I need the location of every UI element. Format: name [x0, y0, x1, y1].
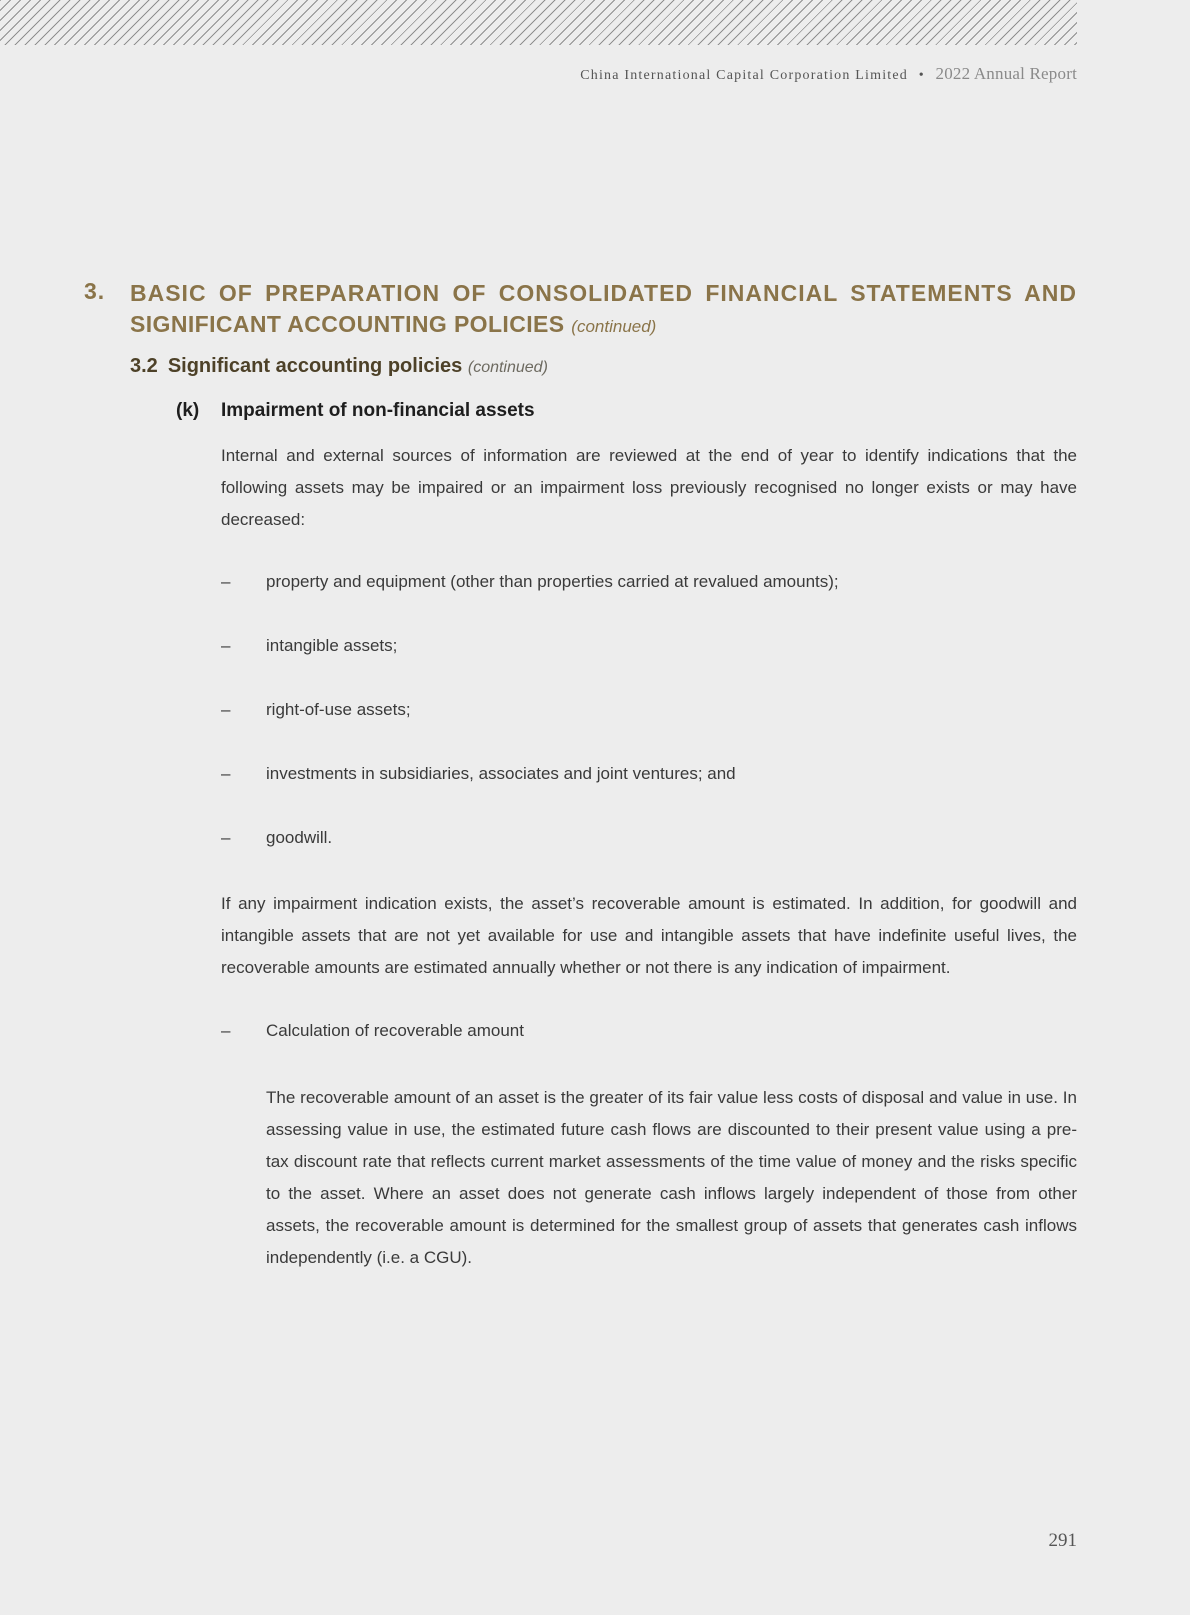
list-item: intangible assets;: [266, 636, 398, 655]
list-item: right-of-use assets;: [266, 700, 411, 719]
section-continued: (continued): [571, 317, 657, 336]
bullet-dash: –: [221, 828, 231, 847]
subsection-title: Significant accounting policies: [167, 355, 463, 377]
section-title: [130, 278, 1077, 342]
bullet-dash: –: [221, 1021, 231, 1040]
impairment-paragraph: If any impairment indication exists, the asset’s recoverable amount is estimated. In addition, for goodwill and intangible assets that are not yet available for use and intangible assets that have indefinite useful lives, the recoverable amounts are estimated annually whether or not there is any indication of impairment.: [221, 894, 1077, 977]
bullet-dash: –: [221, 572, 231, 591]
header-company: China International Capital Corporation Limited: [580, 68, 908, 83]
section-title-line2-text: SIGNIFICANT ACCOUNTING POLICIES: [130, 311, 565, 337]
list-item: goodwill.: [266, 828, 333, 847]
header-report-title: 2022 Annual Report: [935, 64, 1077, 83]
calculation-heading: Calculation of recoverable amount: [266, 1021, 524, 1040]
subsection-heading: [130, 355, 548, 378]
bullet-dash: –: [221, 636, 231, 655]
bullet-dash: –: [221, 700, 231, 719]
intro-paragraph: Internal and external sources of information are reviewed at the end of year to identify indications that the following assets may be impaired or an impairment loss previously recognised no longer exists or may have decreased:: [221, 446, 1077, 529]
section-number: 3.: [84, 278, 106, 304]
subsection-continued: (continued): [467, 359, 548, 376]
subsection-number: 3.2: [130, 355, 158, 377]
running-header: [580, 64, 1077, 84]
list-item: property and equipment (other than properties carried at revalued amounts);: [266, 572, 839, 591]
decorative-hatch-band: [0, 0, 1077, 45]
page-number: 291: [1048, 1530, 1077, 1551]
header-separator: •: [918, 68, 925, 83]
section-title-line2: [130, 309, 1077, 342]
list-item: investments in subsidiaries, associates and joint ventures; and: [266, 764, 736, 783]
item-label: (k): [176, 400, 200, 421]
section-title-line1: BASIC OF PREPARATION OF CONSOLIDATED FINANCIAL STATEMENTS AND: [130, 280, 1077, 306]
bullet-dash: –: [221, 764, 231, 783]
item-title: Impairment of non-financial assets: [221, 400, 535, 421]
calculation-paragraph: The recoverable amount of an asset is the greater of its fair value less costs of disposal and value in use. In assessing value in use, the estimated future cash flows are discounted to their present value using a pre-tax discount rate that reflects current market assessments of the time value of money and the risks specific to the asset. Where an asset does not generate cash inflows largely independent of those from other assets, the recoverable amount is determined for the smallest group of assets that generates cash inflows independently (i.e. a CGU).: [266, 1088, 1077, 1267]
